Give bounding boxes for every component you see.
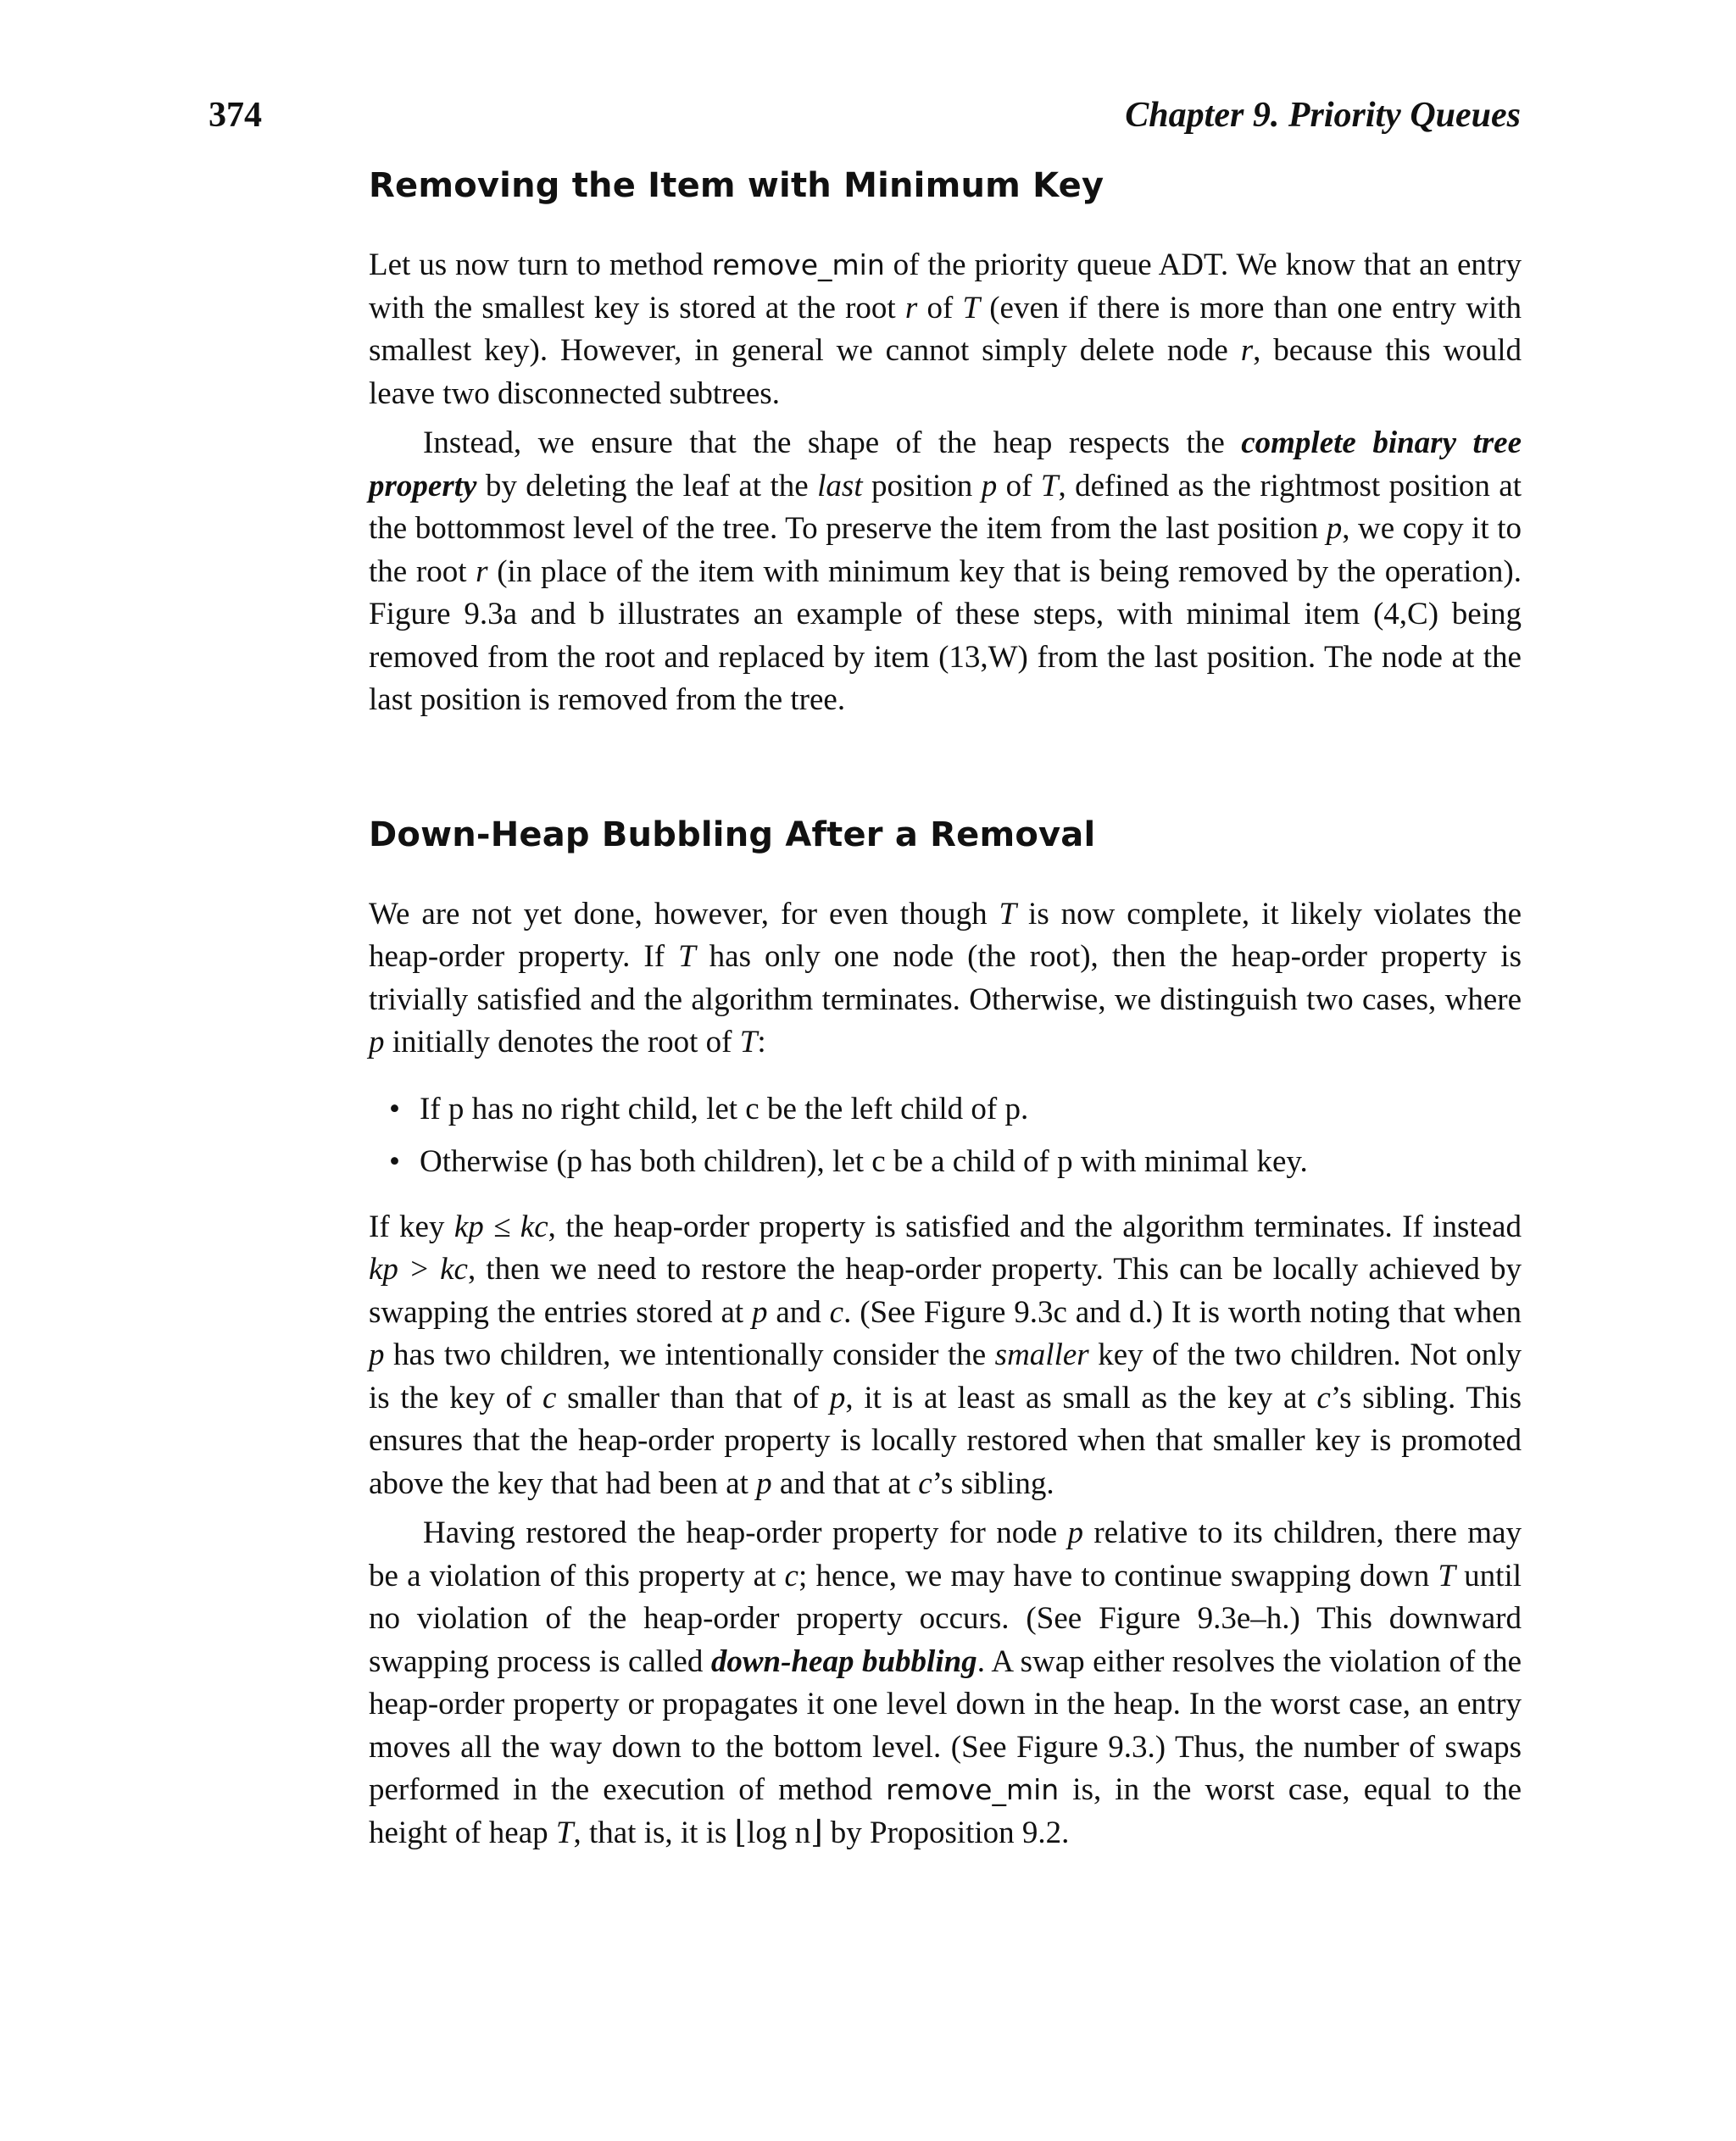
paragraph-down-heap-intro: We are not yet done, however, for even though T is now complete, it likely violates the heap-order property. If T has only one node (the root), then the heap-order property is trivially satisfied and the algorithm terminates. Otherwise, we distinguish two cases, where p initially denotes the root of T: xyxy=(369,896,1522,1059)
paragraph-swap-condition: If key kp ≤ kc, the heap-order property is satisfied and the algorithm terminates. If instead kp > kc, then we need to restore the heap-order property. This can be locally achieved by swapping the entries stored at p and c. (See Figure 9.3c and d.) It is worth noting that when p has two children, we intentionally consider the smaller key of the two children. Not only is the key of c smaller than that of p, it is at least as small as the key at c’s sibling. This ensures that the heap-order property is locally restored when that smaller key is promoted above the key that had been at p and that at c’s sibling. xyxy=(369,1209,1522,1501)
paragraph-remove-min-intro: Let us now turn to method remove_min of the priority queue ADT. We know that an entry with the smallest key is stored at the root r of T (even if there is more than one entry with smallest key). However, in general we cannot simply delete node r, because this would leave two disconnected subtrees. xyxy=(369,247,1522,411)
bullet-icon: • xyxy=(389,1144,400,1179)
page-number: 374 xyxy=(209,96,262,135)
paragraph-remove-min-procedure: Instead, we ensure that the shape of the heap respects the complete binary tree property by deleting the leaf at the last position p of T, defined as the rightmost position at the bottommost level of the tree. To preserve the item from the last position p, we copy it to the root r (in place of the item with minimum key that is being removed by the operation). Figure 9.3a and b illustrates an example of these steps, with minimal item (4,C) being removed from the root and replaced by item (13,W) from the last position. The node at the last position is removed from the tree. xyxy=(369,425,1522,717)
list-item: • Otherwise (p has both children), let c be a child of p with minimal key. xyxy=(420,1141,1522,1184)
math-floor-log-n: ⌊log n⌋ xyxy=(734,1815,823,1850)
term-complete-binary-tree: complete binary tree property xyxy=(369,425,1522,503)
math-kp-le-kc: kp ≤ kc xyxy=(453,1209,548,1244)
paragraph-down-heap-process: Having restored the heap-order property for node p relative to its children, there may be a violation of this property at c; hence, we may have to continue swapping down T until no violation of the heap-order property occurs. (See Figure 9.3e–h.) This downward swapping process is called down-heap bubbling. A swap either resolves the violation of the heap-order property or propagates it one level down in the heap. In the worst case, an entry moves all the way down to the bottom level. (See Figure 9.3.) Thus, the number of swaps performed in the execution of method remove_min is, in the worst case, equal to the height of heap T, that is, it is ⌊log n⌋ by Proposition 9.2. xyxy=(369,1515,1522,1850)
case-list xyxy=(369,1088,1522,1184)
math-kp-gt-kc: kp > kc xyxy=(369,1252,468,1287)
list-item: • If p has no right child, let c be the left child of p. xyxy=(420,1088,1522,1132)
code-remove-min: remove_min xyxy=(711,248,885,281)
section-heading-down-heap: Down-Heap Bubbling After a Removal xyxy=(369,815,1096,854)
math-item-13w: (13,W) xyxy=(938,639,1028,675)
bullet-icon: • xyxy=(389,1091,400,1126)
section-heading-remove-min: Removing the Item with Minimum Key xyxy=(369,166,1104,205)
math-item-4c: (4,C) xyxy=(1372,597,1439,631)
code-remove-min: remove_min xyxy=(886,1773,1060,1806)
running-chapter-title: Chapter 9. Priority Queues xyxy=(1125,96,1521,135)
page-header xyxy=(209,95,1521,146)
page-body xyxy=(369,161,1522,1855)
term-down-heap-bubbling: down-heap bubbling xyxy=(710,1643,977,1679)
